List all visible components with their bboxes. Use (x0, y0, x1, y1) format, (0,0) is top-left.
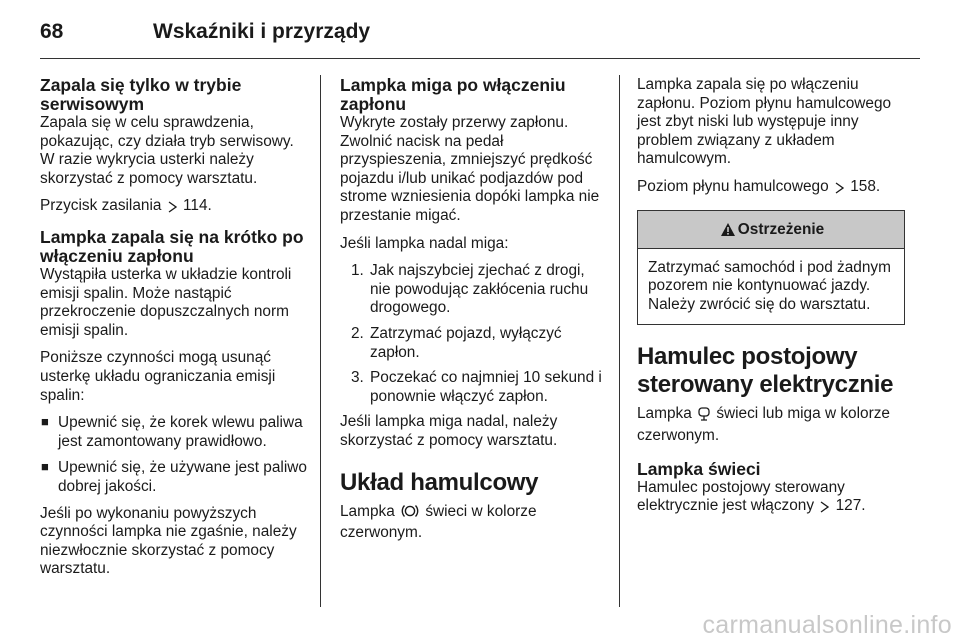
page-ref-127[interactable]: 127. (835, 497, 866, 515)
text-if-flashing: Jeśli lampka nadal miga: (340, 234, 509, 252)
step-number: 2. (351, 324, 364, 342)
page-title: Wskaźniki i przyrządy (153, 20, 371, 43)
text-fluid-level (637, 178, 905, 200)
lamp-rest: świeci w kolorze czerwonym. (340, 502, 537, 542)
bullet-text: Upewnić się, że korek wlewu paliwa jest zamontowany prawidłowo. (58, 414, 303, 450)
text-brake-lamp (340, 503, 606, 543)
text-lamp-on (637, 479, 905, 519)
column-2 (340, 76, 606, 552)
step-number: 3. (351, 369, 364, 387)
power-button-label: Przycisk zasilania (40, 197, 162, 215)
heading-service-mode: Zapala się tylko w trybie serwisowym (40, 75, 242, 114)
warning-box (637, 210, 905, 326)
step-text: Poczekać co najmniej 10 sekund i ponownie włączyć zapłon. (370, 369, 602, 405)
page-number: 68 (40, 20, 64, 43)
list-item (340, 369, 606, 406)
warning-text: Zatrzymać samochód i pod żadnym pozorem nie kontynuować jazdy. Należy zwrócić się do warsztatu. (648, 258, 891, 313)
text-epb-lamp (637, 405, 905, 445)
bullet-icon: ■ (41, 459, 49, 475)
lamp-on-text: Hamulec postojowy sterowany elektrycznie jest włączony (637, 478, 845, 515)
text-actions: Poniższe czynności mogą usunąć usterkę układu ograniczania emisji spalin: (40, 349, 276, 404)
text-service-mode: Zapala się w celu sprawdzenia, pokazując, czy działa tryb serwisowy. W razie wykrycia usterki należy skorzystać z pomocy warsztatu. (40, 114, 294, 187)
heading-flashing: Lampka miga po włączeniu zapłonu (340, 75, 566, 114)
lamp-label: Lampka (637, 405, 692, 423)
warning-header (638, 211, 904, 249)
column-1 (40, 76, 308, 588)
warning-title: Ostrzeżenie (737, 220, 825, 238)
brake-warning-icon (401, 503, 419, 525)
page-ref-114[interactable]: 114. (183, 197, 212, 215)
warning-triangle-icon (720, 214, 736, 251)
column-divider-1 (320, 75, 321, 607)
list-item (340, 325, 606, 362)
text-flashing: Wykryte zostały przerwy zapłonu. Zwolnić nacisk na pedał przyspieszenia, zmniejszyć prędkość pojazdu i/lub unikać podjazdów pod strome wzniesienia dopóki lampka nie przestanie migać. (340, 114, 600, 224)
bullet-icon: ■ (41, 414, 49, 430)
text-after-actions: Jeśli po wykonaniu powyższych czynności lampka nie zgaśnie, należy niezwłocznie skorzystać z pomocy warsztatu. (40, 504, 297, 578)
text-brake-fluid: Lampka zapala się po włączeniu zapłonu. Poziom płynu hamulcowego jest zbyt niski lub występuje inny problem związany z układem hamulcowym. (637, 76, 892, 168)
text-still-flashing: Jeśli lampka miga nadal, należy skorzystać z pomocy warsztatu. (340, 413, 558, 449)
column-3 (637, 76, 905, 528)
text-power-button (40, 197, 308, 219)
page-header (40, 14, 920, 48)
heading-electric-parking-brake: Hamulec postojowy sterowany elektrycznie (637, 343, 894, 399)
page-ref-arrow-icon (168, 200, 177, 219)
bullet-text: Upewnić się, że używane jest paliwo dobrej jakości. (58, 459, 307, 495)
lamp-label: Lampka (340, 502, 395, 520)
page-ref-arrow-icon (820, 500, 829, 519)
column-divider-2 (619, 75, 620, 607)
header-rule (40, 58, 920, 59)
heading-brief-on: Lampka zapala się na krótko po włączeniu zapłonu (40, 226, 304, 266)
heading-lamp-on: Lampka świeci (637, 458, 761, 479)
list-item (340, 262, 606, 318)
heading-brake-system: Układ hamulcowy (340, 468, 539, 496)
parking-brake-icon (698, 407, 710, 427)
page-ref-arrow-icon (835, 181, 844, 200)
fluid-level-label: Poziom płynu hamulcowego (637, 177, 829, 195)
list-item (40, 414, 308, 451)
warning-body (638, 249, 904, 325)
step-text: Zatrzymać pojazd, wyłączyć zapłon. (370, 324, 562, 361)
watermark: carmanualsonline.info (702, 611, 952, 639)
list-item (40, 459, 308, 496)
lamp-rest: świeci lub miga w kolorze czerwonym. (637, 405, 890, 444)
text-brief-on: Wystąpiła usterka w układzie kontroli emisji spalin. Może nastąpić przekroczenie dopuszczalnych norm emisji spalin. (40, 265, 292, 339)
step-number: 1. (351, 262, 364, 280)
step-text: Jak najszybciej zjechać z drogi, nie powodując zakłócenia ruchu drogowego. (370, 262, 589, 317)
page-ref-158[interactable]: 158. (850, 177, 881, 195)
